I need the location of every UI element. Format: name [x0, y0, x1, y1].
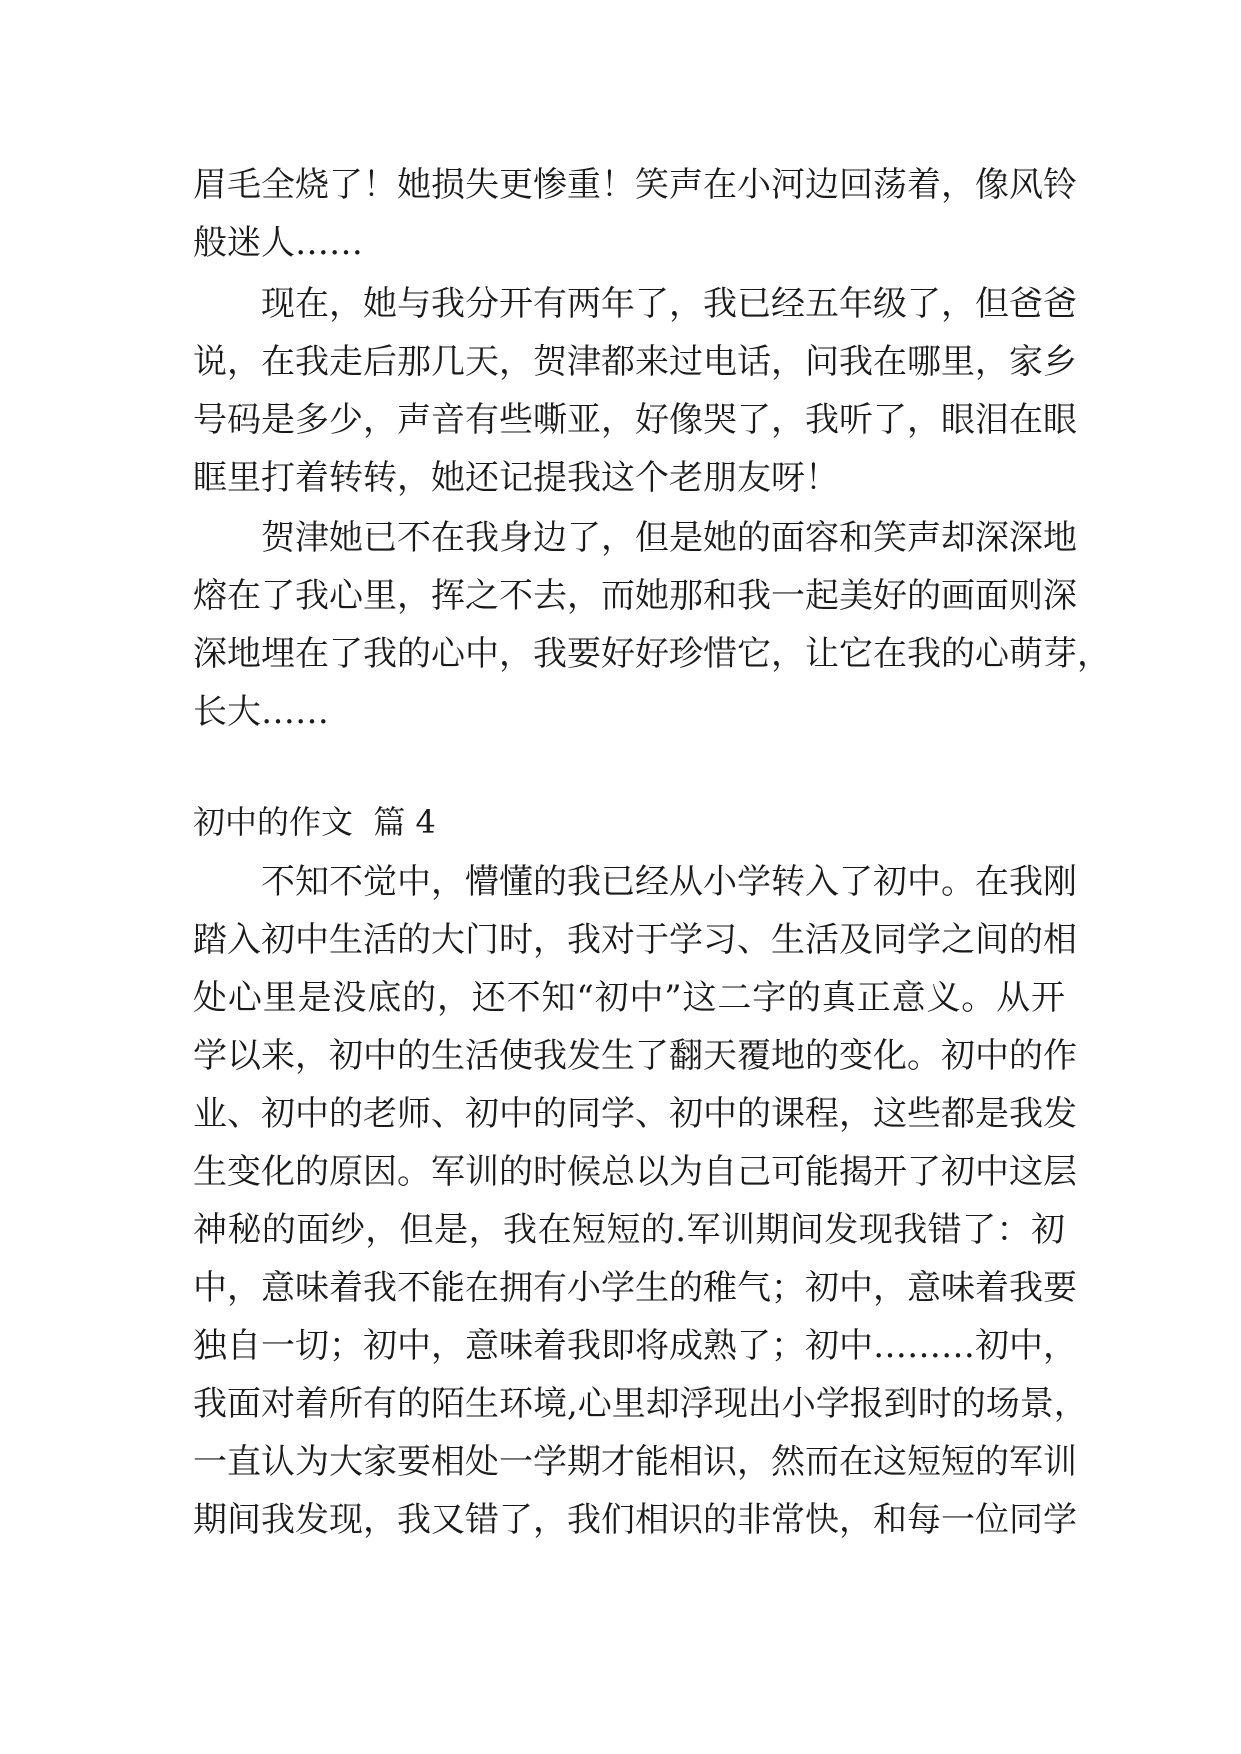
text-line: 说，在我走后那几天，贺津都来过电话，问我在哪里，家乡 — [193, 342, 1077, 382]
text-line: 眉毛全烧了！她损失更惨重！笑声在小河边回荡着，像风铃 — [193, 165, 1077, 205]
text-line: 熔在了我心里，挥之不去，而她那和我一起美好的画面则深 — [193, 576, 1077, 616]
text-line: 我面对着所有的陌生环境,心里却浮现出小学报到时的场景， — [193, 1384, 1088, 1424]
section-title: 初中的作文 篇 4 — [193, 803, 436, 841]
text-line: 长大…… — [193, 692, 329, 732]
text-line: 现在，她与我分开有两年了，我已经五年级了，但爸爸 — [193, 284, 1077, 324]
text-line: 深地埋在了我的心中，我要好好珍惜它，让它在我的心萌芽， — [193, 634, 1111, 674]
text-line: 眶里打着转转，她还记提我这个老朋友呀！ — [193, 458, 839, 498]
text-line: 号码是多少，声音有些嘶亚，好像哭了，我听了，眼泪在眼 — [193, 400, 1077, 440]
text-line: 踏入初中生活的大门时，我对于学习、生活及同学之间的相 — [193, 920, 1077, 960]
text-line: 神秘的面纱，但是，我在短短的.军训期间发现我错了：初 — [193, 1210, 1065, 1250]
text-line: 一直认为大家要相处一学期才能相识，然而在这短短的军训 — [193, 1442, 1077, 1482]
text-line: 处心里是没底的，还不知“初中”这二字的真正意义。从开 — [193, 978, 1065, 1018]
text-line: 不知不觉中，懵懂的我已经从小学转入了初中。在我刚 — [193, 862, 1077, 902]
text-line: 中，意味着我不能在拥有小学生的稚气；初中，意味着我要 — [193, 1268, 1077, 1308]
text-line: 业、初中的老师、初中的同学、初中的课程，这些都是我发 — [193, 1094, 1077, 1134]
text-line: 学以来，初中的生活使我发生了翻天覆地的变化。初中的作 — [193, 1036, 1077, 1076]
text-line: 独自一切；初中，意味着我即将成熟了；初中………初中， — [193, 1326, 1077, 1366]
text-line: 期间我发现，我又错了，我们相识的非常快，和每一位同学 — [193, 1500, 1077, 1540]
text-line: 贺津她已不在我身边了，但是她的面容和笑声却深深地 — [193, 518, 1077, 558]
text-line: 般迷人…… — [193, 223, 363, 263]
text-line: 生变化的原因。军训的时候总以为自己可能揭开了初中这层 — [193, 1152, 1077, 1192]
